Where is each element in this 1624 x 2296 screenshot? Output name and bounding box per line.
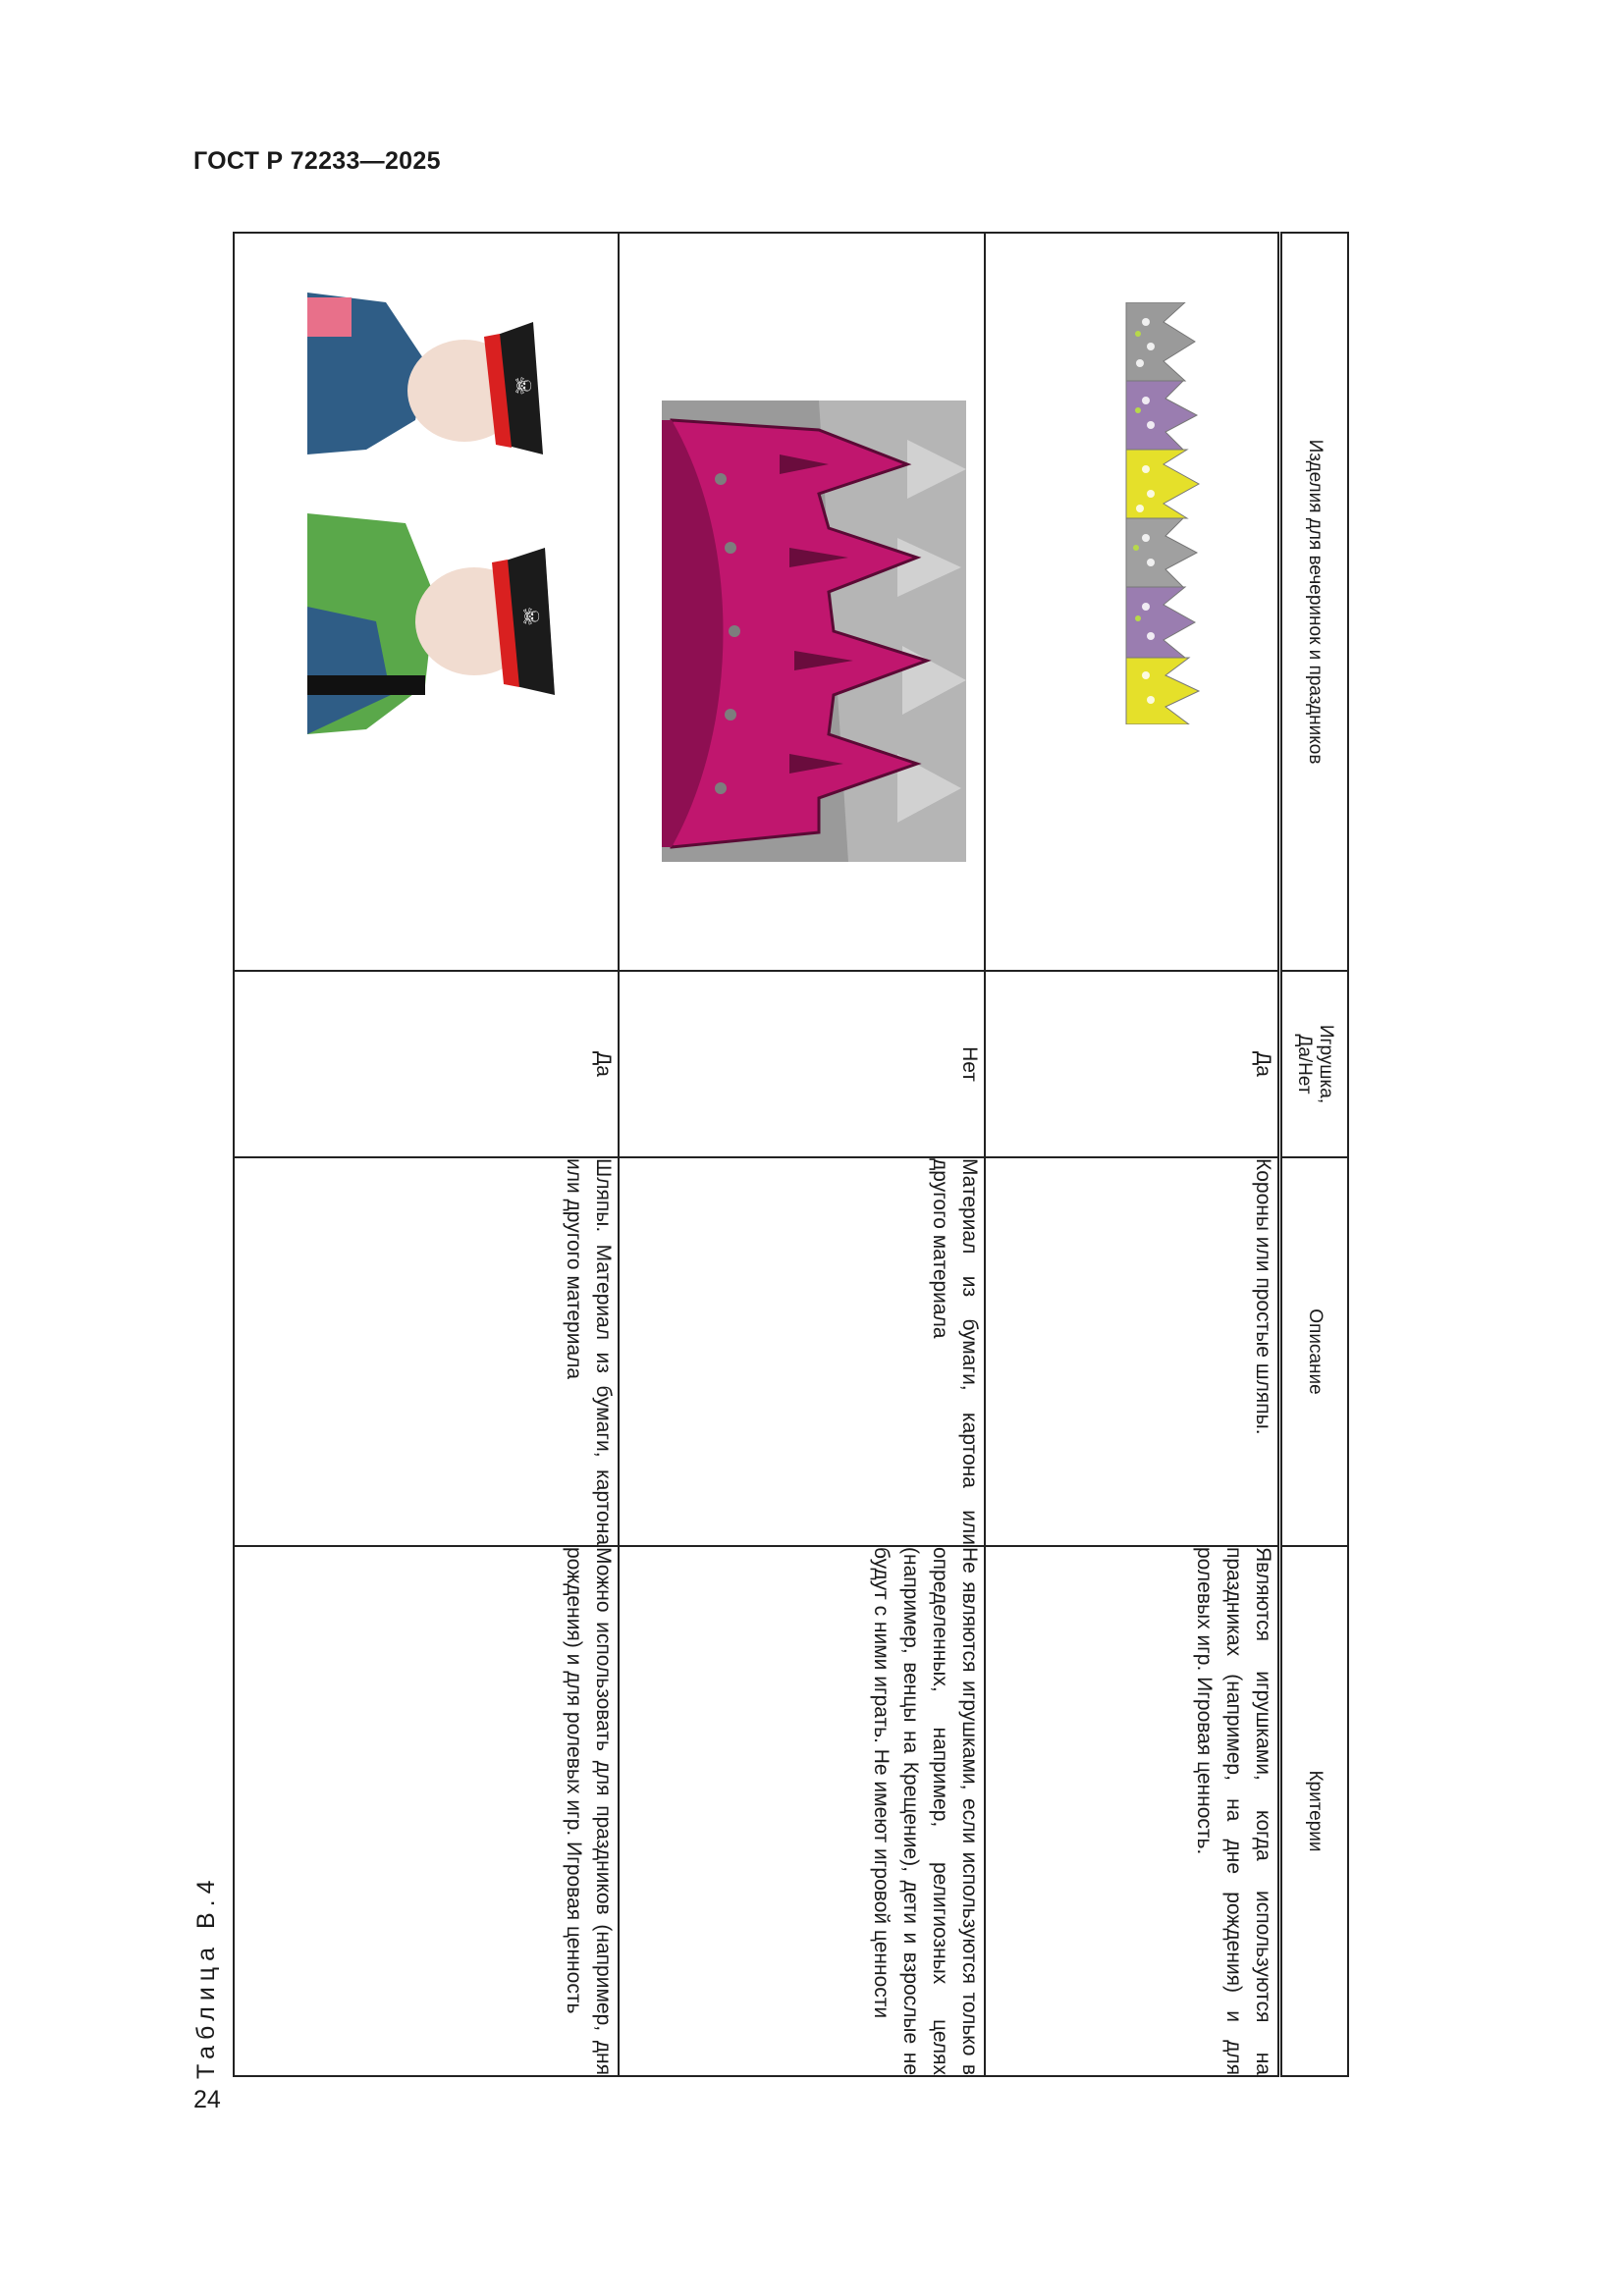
religious-crown-photo bbox=[663, 400, 967, 862]
criteria-cell: Являются игрушками, когда используются на праздниках (например, на дне рождения) и для ролевых игр. Игровая ценность. bbox=[986, 1546, 1280, 2076]
header-products: Изделия для вечеринок и праздников bbox=[1280, 233, 1349, 971]
header-description: Описание bbox=[1280, 1157, 1349, 1546]
header-toy bbox=[1280, 971, 1349, 1157]
description-cell: Короны или простые шляпы. bbox=[986, 1157, 1280, 1546]
table-row bbox=[234, 233, 620, 2076]
page-number: 24 bbox=[193, 2086, 221, 2113]
criteria-cell: Не являются игрушками, если используются только в определенных, например, религиозных целях (например, венцы на Крещение), дети и взрослые не будут с ними играть. Не имеют игровой ценности bbox=[620, 1546, 986, 2076]
document-header: ГОСТ Р 72233—2025 bbox=[193, 147, 441, 175]
kids-pirate-hats-photo bbox=[308, 283, 603, 739]
image-cell bbox=[234, 233, 620, 971]
header-toy-label: Игрушка, Да/Нет bbox=[1294, 1024, 1336, 1104]
svg-text:☠: ☠ bbox=[510, 376, 535, 396]
toy-cell: Нет bbox=[620, 971, 986, 1157]
rotated-table bbox=[233, 232, 1349, 2075]
table-row bbox=[620, 233, 986, 2076]
toy-cell: Да bbox=[986, 971, 1280, 1157]
description-cell: Шляпы. Материал из бумаги, картона или другого материала bbox=[234, 1157, 620, 1546]
table-header-row bbox=[1280, 233, 1349, 2076]
table-caption: Таблица В.4 bbox=[192, 1874, 220, 2079]
image-cell bbox=[986, 233, 1280, 971]
image-cell bbox=[620, 233, 986, 971]
description-cell: Материал из бумаги, картона или другого материала bbox=[620, 1157, 986, 1546]
header-criteria: Критерии bbox=[1280, 1546, 1349, 2076]
toy-cell: Да bbox=[234, 971, 620, 1157]
criteria-cell: Можно использовать для праздников (например, дня рождения) и для ролевых игр. Игровая ценность bbox=[234, 1546, 620, 2076]
products-table bbox=[233, 232, 1349, 2077]
paper-crowns-image bbox=[1116, 302, 1205, 724]
table-row bbox=[986, 233, 1280, 2076]
svg-text:☠: ☠ bbox=[517, 607, 543, 626]
